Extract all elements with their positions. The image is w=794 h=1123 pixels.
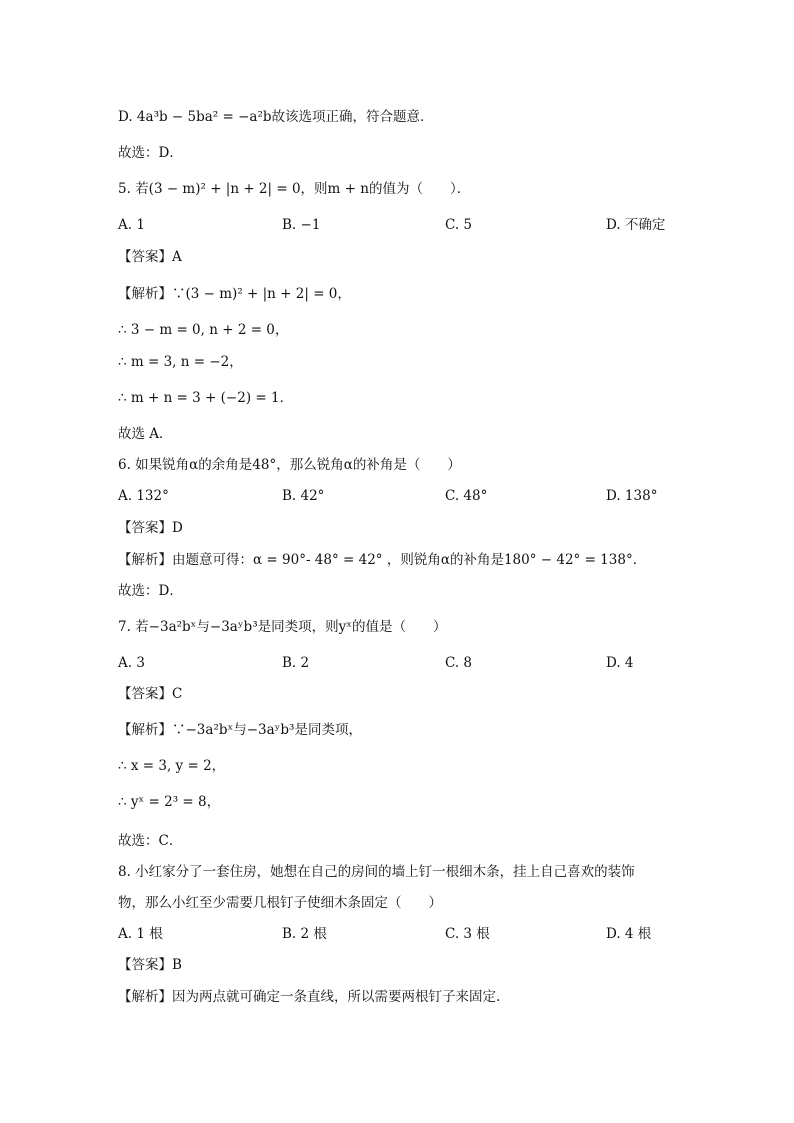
- q8-question-line-1: 8. 小红家分了一套住房，她想在自己的房间的墙上钉一根细木条，挂上自己喜欢的装饰: [118, 864, 635, 880]
- q7-option-d: D. 4: [606, 655, 634, 671]
- q8-answer: 【答案】B: [118, 957, 182, 973]
- q6-option-c: C. 48°: [445, 488, 488, 504]
- q5-option-d: D. 不确定: [606, 217, 666, 233]
- q7-analysis-line-1: 【解析】∵−3a²bˣ与−3aʸb³是同类项，: [118, 722, 362, 738]
- q7-conclusion: 故选：C．: [118, 833, 183, 849]
- q8-question-line-2: 物，那么小红至少需要几根钉子使细木条固定（ ）: [118, 895, 442, 911]
- q5-analysis-line-2: ∴ 3 − m = 0, n + 2 = 0，: [118, 322, 289, 338]
- q6-answer: 【答案】D: [118, 520, 183, 536]
- q5-question: 5. 若(3 − m)² + |n + 2| = 0，则m + n的值为（ ）．: [118, 181, 471, 197]
- q8-option-a: A. 1 根: [118, 926, 163, 942]
- q7-analysis-line-3: ∴ yˣ = 2³ = 8，: [118, 794, 221, 810]
- q7-question: 7. 若−3a²bˣ与−3aʸb³是同类项，则yˣ的值是（ ）: [118, 619, 447, 635]
- q5-analysis-line-3: ∴ m = 3, n = −2，: [118, 354, 243, 370]
- q6-option-b: B. 42°: [282, 488, 325, 504]
- q6-analysis: 【解析】由题意可得：α = 90°- 48° = 42° ，则锐角α的补角是180° − 42° = 138°．: [118, 552, 647, 568]
- q7-answer: 【答案】C: [118, 686, 183, 702]
- q6-conclusion: 故选：D．: [118, 583, 183, 599]
- q6-option-a: A. 132°: [118, 488, 169, 504]
- q7-option-b: B. 2: [282, 655, 310, 671]
- q5-analysis-line-1: 【解析】∵(3 − m)² + |n + 2| = 0，: [118, 286, 351, 302]
- q7-option-a: A. 3: [118, 655, 145, 671]
- q6-option-d: D. 138°: [606, 488, 658, 504]
- q8-option-c: C. 3 根: [445, 926, 490, 942]
- q5-option-b: B. −1: [282, 217, 321, 233]
- q5-answer: 【答案】A: [118, 249, 182, 265]
- q4-option-d-text: D. 4a³b − 5ba² = −a²b故该选项正确，符合题意．: [118, 109, 434, 125]
- q5-option-c: C. 5: [445, 217, 473, 233]
- q8-analysis: 【解析】因为两点就可确定一条直线，所以需要两根钉子来固定.: [118, 989, 501, 1005]
- q5-conclusion: 故选 A．: [118, 426, 173, 442]
- q8-option-b: B. 2 根: [282, 926, 327, 942]
- q6-question: 6. 如果锐角α的余角是48°，那么锐角α的补角是（ ）: [118, 457, 461, 473]
- q7-option-c: C. 8: [445, 655, 473, 671]
- q4-conclusion: 故选：D．: [118, 145, 183, 161]
- q8-option-d: D. 4 根: [606, 926, 652, 942]
- q5-analysis-line-4: ∴ m + n = 3 + (−2) = 1．: [118, 390, 294, 406]
- q5-option-a: A. 1: [118, 217, 145, 233]
- q7-analysis-line-2: ∴ x = 3, y = 2，: [118, 758, 226, 774]
